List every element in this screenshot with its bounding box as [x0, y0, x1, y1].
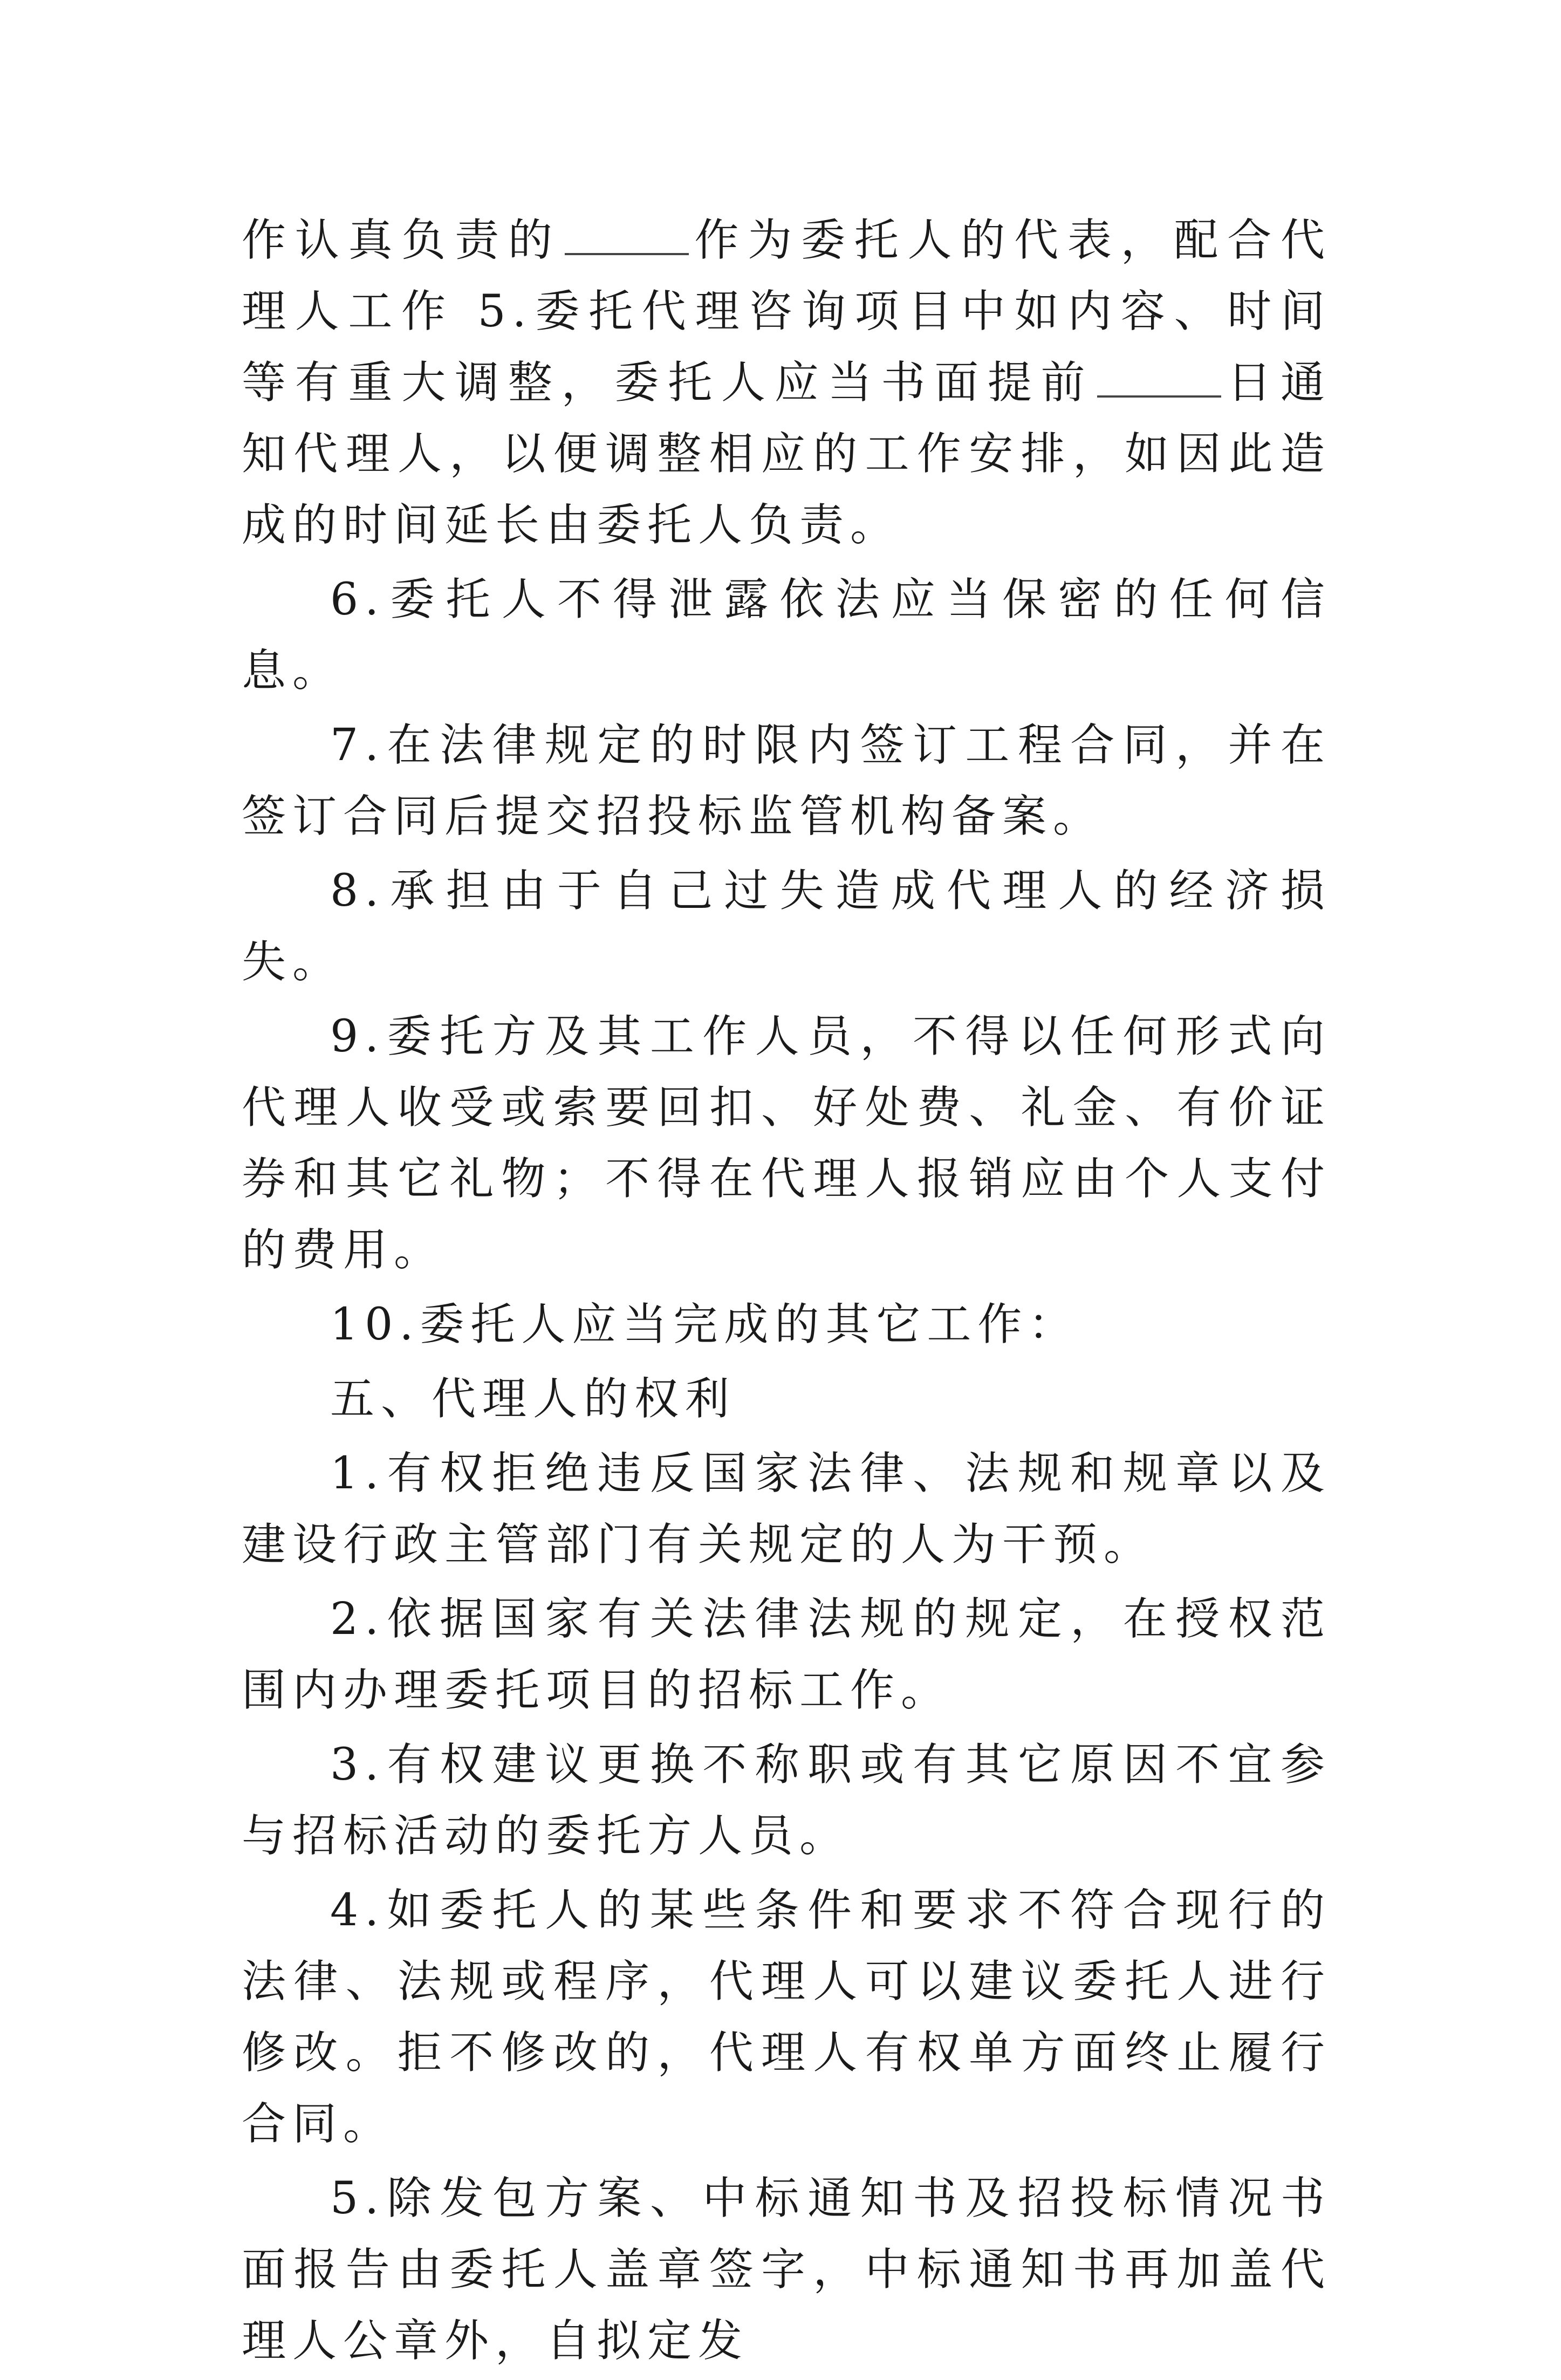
fill-in-blank [1097, 363, 1221, 398]
paragraph-text: 日通知代理人，以便调整相应的工作安排，如因此造成的时间延长由委托人负责。 [242, 357, 1331, 551]
paragraph-text: 4.如委托人的某些条件和要求不符合现行的法律、法规或程序，代理人可以建议委托人进行修改。拒不修改的，代理人有权单方面终止履行合同。 [242, 1885, 1331, 2150]
paragraph-p-r5 [242, 2163, 1331, 2377]
paragraph-p-r2 [242, 1584, 1331, 1726]
paragraph-text: 2.依据国家有关法律法规的规定，在授权范围内办理委托项目的招标工作。 [242, 1593, 1331, 1716]
paragraph-p-9 [242, 1001, 1331, 1286]
fill-in-blank [565, 221, 689, 255]
paragraph-p-r3 [242, 1729, 1331, 1872]
paragraph-p-heading-5 [242, 1364, 1331, 1435]
paragraph-p-7 [242, 710, 1331, 852]
paragraph-text: 7.在法律规定的时限内签订工程合同，并在签订合同后提交招投标监管机构备案。 [242, 720, 1331, 842]
paragraph-p-r1 [242, 1438, 1331, 1581]
paragraph-text: 作认真负责的 [242, 215, 562, 266]
paragraph-p-6 [242, 564, 1331, 707]
document-body [242, 205, 1331, 2380]
paragraph-p-r4 [242, 1875, 1331, 2160]
paragraph-text: 5.除发包方案、中标通知书及招投标情况书面报告由委托人盖章签字，中标通知书再加盖代理人公章外，自拟定发 [242, 2173, 1331, 2367]
paragraph-text: 9.委托方及其工作人员，不得以任何形式向代理人收受或索要回扣、好处费、礼金、有价证券和其它礼物；不得在代理人报销应由个人支付的费用。 [242, 1011, 1331, 1276]
paragraph-p-8 [242, 856, 1331, 998]
paragraph-p-cont-4 [242, 205, 1331, 561]
paragraph-text: 1.有权拒绝违反国家法律、法规和规章以及建设行政主管部门有关规定的人为干预。 [242, 1448, 1331, 1570]
paragraph-text: 8.承担由于自己过失造成代理人的经济损失。 [242, 865, 1331, 988]
paragraph-text: 10.委托人应当完成的其它工作： [330, 1299, 1079, 1350]
paragraph-text: 6.委托人不得泄露依法应当保密的任何信息。 [242, 574, 1331, 696]
paragraph-text: 3.有权建议更换不称职或有其它原因不宜参与招标活动的委托方人员。 [242, 1739, 1331, 1862]
paragraph-text: 五、代理人的权利 [330, 1373, 736, 1425]
paragraph-p-10 [242, 1289, 1331, 1360]
paragraph-text: 作为委托人的代表，配合代理人工作 5.委托代理咨询项目中如内容、时间等有重大调整，委托人应当书面提前 [242, 215, 1331, 408]
